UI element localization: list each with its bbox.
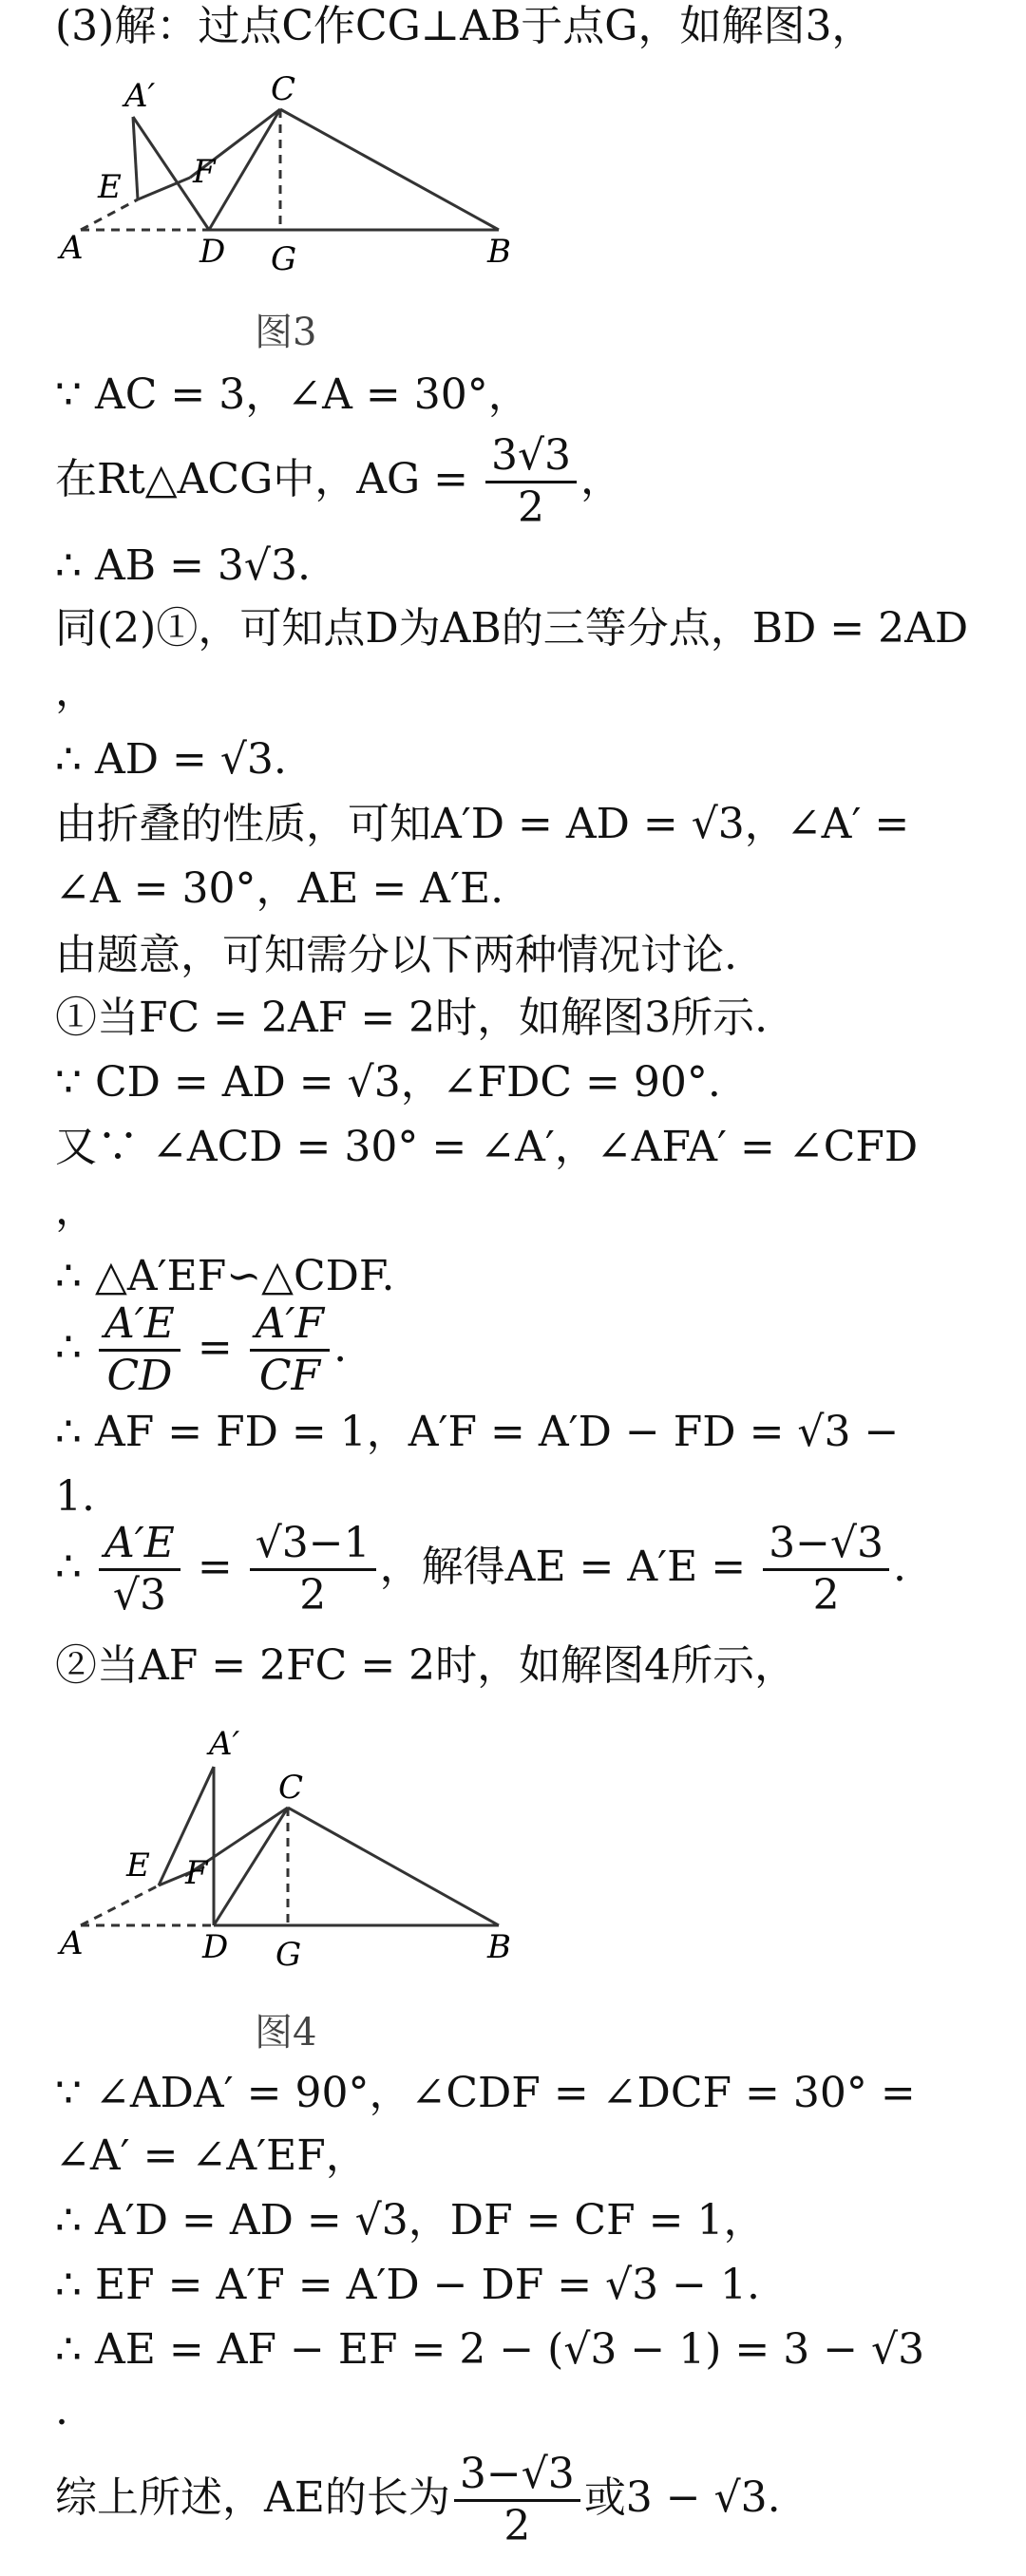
line-26: . [55, 2386, 68, 2434]
line-11: ①当FC = 2AF = 2时，如解图3所示. [55, 994, 769, 1042]
line-3-text: 在Rt△ACG中，AG = [55, 455, 483, 503]
line-19: ∴ $\frac{A'E}{√3}$ = $\frac{√3-1}{2}$ ，解得AE = A′E = $\frac{3-√3}{2}$ . [55, 1519, 907, 1619]
figure-3 [52, 57, 527, 275]
line-4: ∴ AB = 3√3. [55, 541, 311, 590]
label-e: E [98, 168, 122, 206]
label-a: A [60, 1924, 84, 1962]
line-10: 由题意，可知需分以下两种情况讨论. [55, 931, 737, 979]
line-16: ∴ $\frac{A'E}{CD}$ = $\frac{A'F}{CF}$ . [55, 1299, 348, 1400]
line-25: ∴ AE = AF − EF = 2 − (√3 − 1) = 3 − √3 [55, 2325, 925, 2374]
fraction: $\frac{3-√3}{2}$ [763, 1519, 889, 1620]
line-15: ∴ △A′EF∽△CDF. [55, 1252, 395, 1300]
line-22: ∠A′ = ∠A′EF， [55, 2131, 368, 2180]
label-c: C [278, 1769, 304, 1807]
line-5: 同(2)①，可知点D为AB的三等分点，BD = 2AD [55, 604, 969, 653]
label-g: G [276, 1936, 302, 1974]
line-23: ∴ A′D = AD = √3，DF = CF = 1， [55, 2196, 766, 2245]
fraction: $\frac{A'F}{CF}$ [250, 1299, 330, 1401]
label-g: G [271, 240, 297, 275]
label-f: F [185, 1854, 208, 1892]
label-e: E [126, 1847, 150, 1885]
line-13: 又∵ ∠ACD = 30° = ∠A′，∠AFA′ = ∠CFD [55, 1123, 919, 1171]
fraction: $\frac{3-√3}{2}$ [454, 2450, 580, 2551]
fraction: $\frac{A'E}{√3}$ [99, 1519, 180, 1620]
figure-4-caption: 图4 [255, 2011, 317, 2055]
line-24: ∴ EF = A′F = A′D − DF = √3 − 1. [55, 2261, 760, 2309]
line-9: ∠A = 30°，AE = A′E. [55, 864, 504, 913]
line-17: ∴ AF = FD = 1，A′F = A′D − FD = √3 − [55, 1408, 900, 1456]
fraction: $\frac{3√3}{2}$ [485, 431, 577, 533]
line-2: ∵ AC = 3，∠A = 30°， [55, 370, 530, 419]
label-a: A [60, 229, 84, 267]
figure-4 [52, 1705, 527, 1980]
line-8: 由折叠的性质，可知A′D = AD = √3，∠A′ = [55, 800, 910, 848]
label-a-prime: A′ [209, 1725, 240, 1763]
line-12: ∵ CD = AD = √3，∠FDC = 90°. [55, 1058, 721, 1107]
line-7: ∴ AD = √3. [55, 735, 287, 784]
line-18: 1. [55, 1472, 95, 1521]
line-1: (3)解：过点C作CG⊥AB于点G，如解图3， [55, 2, 874, 50]
line-14: ， [55, 1185, 97, 1234]
figure-3-caption: 图3 [255, 311, 317, 354]
fraction: $\frac{A'E}{CD}$ [99, 1299, 180, 1401]
fraction: $\frac{√3-1}{2}$ [250, 1519, 376, 1620]
label-b: B [487, 1928, 511, 1966]
line-20: ②当AF = 2FC = 2时，如解图4所示， [55, 1641, 797, 1690]
label-d: D [202, 1928, 229, 1966]
label-c: C [271, 70, 296, 108]
label-b: B [487, 233, 511, 271]
label-d: D [200, 233, 226, 271]
line-21: ∵ ∠ADA′ = 90°，∠CDF = ∠DCF = 30° = [55, 2069, 916, 2117]
label-a-prime: A′ [124, 77, 156, 115]
line-6: ， [55, 667, 97, 715]
line-27: 综上所述，AE的长为 $\frac{3-√3}{2}$ 或3 − √3. [55, 2450, 781, 2550]
line-3: 在Rt△ACG中，AG = $\frac{3√3}{2}$ ， [55, 431, 623, 532]
label-f: F [193, 153, 216, 191]
